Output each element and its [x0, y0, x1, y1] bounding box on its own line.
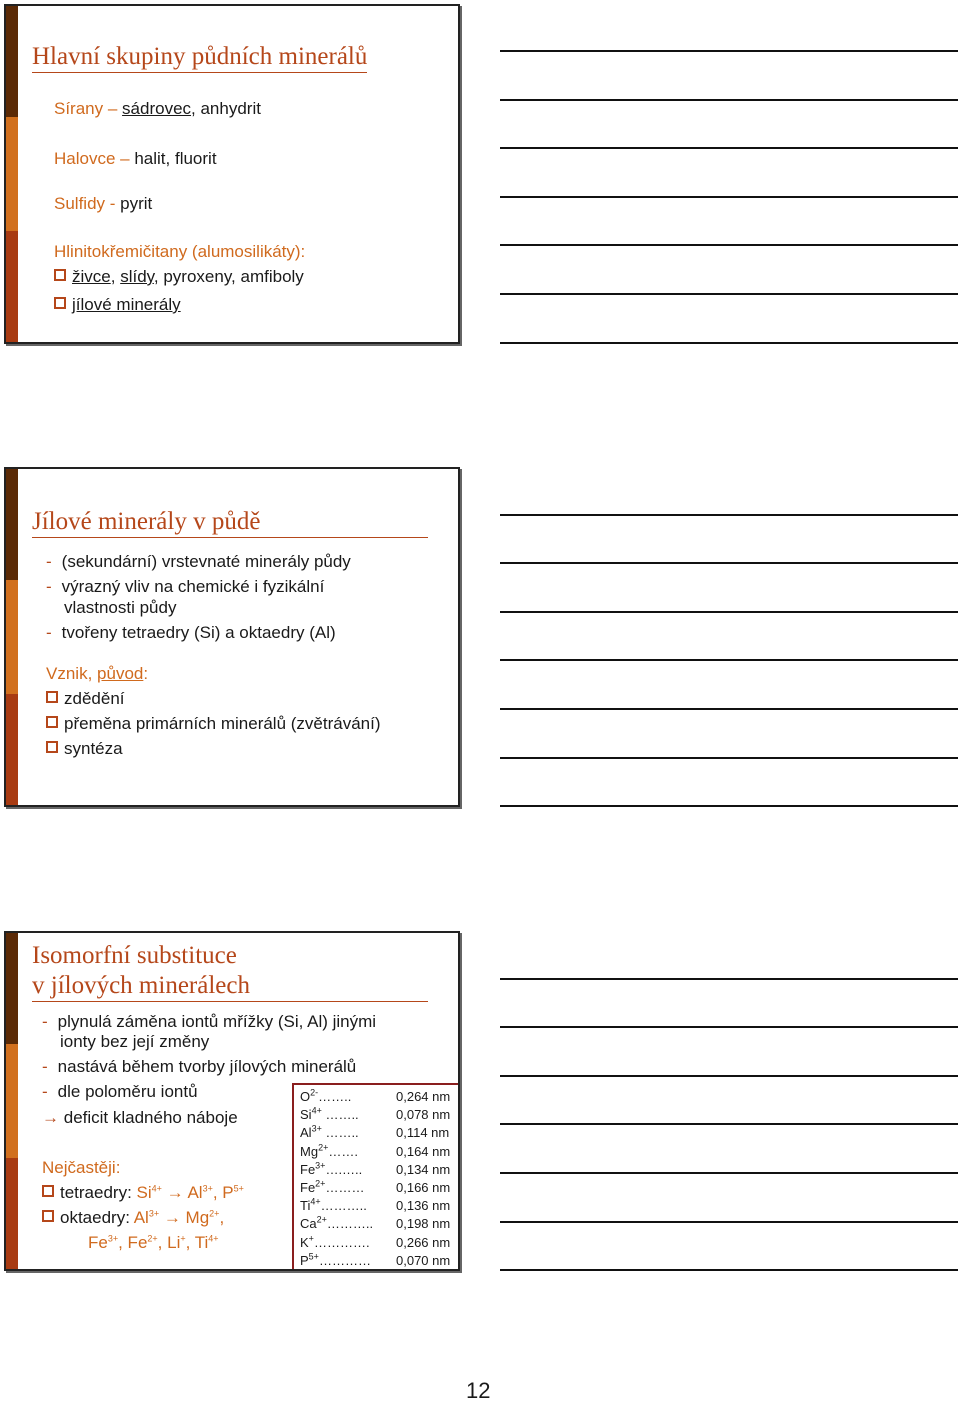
- ion-row: [300, 1124, 450, 1141]
- ion-row: [300, 1142, 451, 1160]
- ion-radius: 0,264 nm: [396, 1089, 451, 1104]
- slide-3: [4, 931, 460, 1271]
- halovce-line: [54, 148, 217, 169]
- ion-charge: 2-: [310, 1087, 319, 1098]
- square-bullet-icon: [54, 269, 66, 281]
- title-line-2: v jílových minerálech: [32, 972, 250, 999]
- dash-item-2b: vlastnosti půdy: [64, 598, 177, 617]
- item-sep: ,: [110, 267, 121, 286]
- arrow-right-icon: →: [42, 1108, 59, 1127]
- ion-symbol: Al: [300, 1125, 312, 1141]
- dash-text: výrazný vliv na chemické i fyzikální: [61, 577, 325, 596]
- halovce-label: Halovce –: [54, 149, 130, 168]
- square-bullet-icon: [54, 297, 66, 309]
- ion-charge: 4+: [310, 1196, 321, 1207]
- ion-symbol: Mg: [300, 1143, 319, 1159]
- ion-row: [300, 1233, 451, 1251]
- slide-accent-bar: [6, 6, 18, 342]
- ion-radius: 0,134 nm: [396, 1161, 451, 1177]
- square-bullet-icon: [42, 1210, 54, 1222]
- okta-formula-2: $Fe^{3+}$, $Fe^{2+}$, Li+, $Ti^{4+}$: [88, 1233, 219, 1252]
- ion-row: [300, 1196, 451, 1214]
- ion-dots: ……..: [318, 1089, 352, 1104]
- title-line-1: Isomorfní substituce: [32, 942, 237, 969]
- slide-title: Jílové minerály v půdě: [32, 507, 428, 538]
- bullet-item-2: [54, 294, 181, 315]
- square-bullet-icon: [46, 691, 58, 703]
- ion-dots: ………….: [313, 1234, 370, 1250]
- square-bullet-icon: [46, 741, 58, 753]
- ion-radius: 0,198 nm: [396, 1216, 451, 1232]
- ion-dots: ……..: [321, 1125, 359, 1141]
- ion-symbol: Ca: [300, 1216, 317, 1232]
- dash-text: (sekundární) vrstevnaté minerály půdy: [61, 552, 351, 571]
- bullet-text: přeměna primárních minerálů (zvětrávání): [64, 714, 381, 733]
- bullet-item-1: [54, 266, 304, 287]
- ion-dots: ………: [325, 1180, 365, 1195]
- arrow-text: deficit kladného náboje: [63, 1108, 238, 1127]
- arrow-item: [42, 1107, 238, 1128]
- ion-charge: 2+: [318, 1142, 329, 1153]
- ion-row: [300, 1251, 451, 1269]
- dash-item-2: - výrazný vliv na chemické i fyzikální: [46, 577, 325, 596]
- page-number: 12: [466, 1378, 491, 1403]
- item-zivce: živce: [72, 267, 111, 286]
- dash-item-3: - dle poloměru iontů: [42, 1082, 198, 1101]
- ion-row: [300, 1105, 451, 1123]
- okta-label: oktaedry:: [60, 1208, 134, 1227]
- nejcasteji-label: Nejčastěji:: [42, 1158, 121, 1177]
- item-jilove: jílové minerály: [72, 295, 181, 314]
- slide-1: [4, 4, 460, 344]
- vznik-label: [46, 663, 148, 684]
- bullet-text: zdědění: [64, 689, 125, 708]
- ion-row: [300, 1178, 451, 1196]
- bullet-item-2: [46, 713, 381, 734]
- ion-radius: 0,166 nm: [396, 1180, 451, 1195]
- ion-symbol: Fe: [300, 1180, 316, 1195]
- halovce-rest: halit, fluorit: [134, 149, 217, 168]
- sirany-rest: , anhydrit: [191, 99, 261, 118]
- dash-item-1: - (sekundární) vrstevnaté minerály půdy: [46, 552, 351, 571]
- square-bullet-icon: [42, 1185, 54, 1197]
- ion-symbol: K: [300, 1234, 309, 1250]
- ion-symbol: Si: [300, 1107, 312, 1123]
- ion-charge: 2+: [316, 1215, 327, 1226]
- ion-charge: 3+: [315, 1160, 326, 1171]
- dash-item-2: - nastává během tvorby jílových minerálů: [42, 1057, 357, 1076]
- tetraedry-line: [42, 1182, 244, 1203]
- sulfidy-rest: pyrit: [120, 194, 153, 213]
- ion-charge: 4+: [311, 1105, 322, 1116]
- ion-radius: 0,164 nm: [396, 1143, 451, 1159]
- ion-dots: ………..: [320, 1198, 367, 1214]
- ion-dots: …………: [318, 1252, 371, 1268]
- okta-formula: $Al^{3+} \to Mg^{2+}$,: [133, 1208, 225, 1227]
- hlinito-label: Hlinitokřemičitany (alumosilikáty):: [54, 242, 306, 261]
- dash-text: nastává během tvorby jílových minerálů: [57, 1057, 357, 1076]
- ion-dots: ……..: [321, 1107, 359, 1123]
- oktaedry-line: [42, 1207, 224, 1228]
- ion-radius: 0,114 nm: [396, 1125, 450, 1141]
- dash-text: plynulá záměna iontů mřížky (Si, Al) jinými: [57, 1012, 377, 1031]
- sulfidy-line: [54, 193, 152, 214]
- ion-row: [300, 1160, 451, 1178]
- dash-text: tvořeny tetraedry (Si) a oktaedry (Al): [61, 623, 336, 642]
- bullet-item-1: [46, 688, 125, 709]
- ion-charge: 3+: [311, 1124, 322, 1135]
- ion-radius-table: [292, 1083, 460, 1271]
- ion-radius: 0,078 nm: [396, 1107, 451, 1123]
- bullet-text: syntéza: [64, 739, 123, 758]
- ion-radius: 0,136 nm: [396, 1198, 451, 1214]
- ion-symbol: Fe: [300, 1161, 316, 1177]
- vznik-puvod: původ: [97, 664, 144, 683]
- ion-dots: ………..: [326, 1216, 374, 1232]
- sulfidy-label: Sulfidy -: [54, 194, 116, 213]
- ion-row: [300, 1087, 451, 1105]
- ion-radius: 0,070 nm: [396, 1252, 451, 1268]
- ion-dots: …….: [328, 1143, 358, 1159]
- ion-charge: 5+: [308, 1251, 319, 1262]
- sirany-line: [54, 98, 261, 119]
- dash-item-3: - tvořeny tetraedry (Si) a oktaedry (Al): [46, 623, 336, 642]
- ion-radius: 0,266 nm: [396, 1234, 451, 1250]
- slide-2: [4, 467, 460, 807]
- slide-accent-bar: [6, 933, 18, 1269]
- dash-item-1b: ionty bez její změny: [60, 1032, 210, 1051]
- sirany-label: Sírany –: [54, 99, 118, 118]
- item-slidy: slídy: [120, 267, 154, 286]
- ion-symbol: P: [300, 1252, 309, 1268]
- square-bullet-icon: [46, 716, 58, 728]
- tetra-label: tetraedry:: [60, 1183, 137, 1202]
- slide-title: Hlavní skupiny půdních minerálů: [32, 42, 367, 73]
- ion-charge: +: [308, 1233, 314, 1244]
- vznik-colon: :: [143, 664, 149, 683]
- ion-row: [300, 1215, 451, 1232]
- slide-accent-bar: [6, 469, 18, 805]
- bullet-item-3: [46, 738, 123, 759]
- ion-symbol: O: [300, 1089, 311, 1104]
- dash-text: dle poloměru iontů: [57, 1082, 198, 1101]
- ion-dots: ….…..: [325, 1161, 363, 1177]
- item-rest: , pyroxeny, amfiboly: [153, 267, 304, 286]
- vznik-text: Vznik,: [46, 664, 98, 683]
- slide-title: [32, 941, 428, 1002]
- dash-item-1: - plynulá záměna iontů mřížky (Si, Al) jinými: [42, 1012, 377, 1031]
- sirany-sadrovec: sádrovec: [122, 99, 192, 118]
- ion-symbol: Ti: [300, 1198, 311, 1214]
- tetra-formula: $Si^{4+} \to Al^{3+}$, $P^{5+}$: [136, 1183, 244, 1202]
- ion-charge: 2+: [315, 1178, 326, 1189]
